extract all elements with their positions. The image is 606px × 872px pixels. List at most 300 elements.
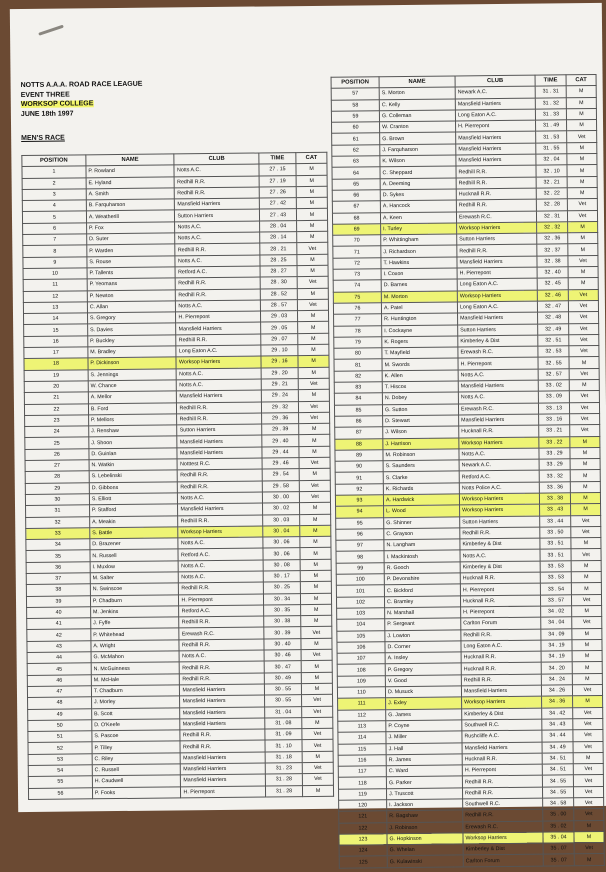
cat-cell: Vet bbox=[567, 131, 597, 143]
name-cell: P. Dickinson bbox=[88, 357, 177, 369]
name-cell: P. Devonshire bbox=[384, 573, 460, 585]
time-cell: 33 . 44 bbox=[540, 515, 571, 527]
name-cell: C. Ward bbox=[386, 765, 462, 777]
cat-cell: Vet bbox=[297, 243, 328, 255]
position-cell: 111 bbox=[338, 698, 386, 710]
cat-cell: M bbox=[570, 447, 600, 459]
club-cell: Worksop Harriers bbox=[462, 696, 542, 708]
cat-cell: M bbox=[568, 267, 598, 279]
position-cell: 15 bbox=[24, 324, 88, 336]
name-cell: J. Truscott bbox=[386, 788, 462, 800]
cat-cell: Vet bbox=[569, 402, 599, 414]
cat-cell: Vet bbox=[302, 706, 333, 718]
race-title: MEN'S RACE bbox=[21, 134, 65, 143]
name-cell: P. Rowland bbox=[86, 165, 175, 177]
club-cell: Redhill R.R. bbox=[179, 582, 264, 594]
position-cell: 60 bbox=[332, 122, 380, 134]
cat-cell: M bbox=[297, 288, 328, 300]
name-cell: G. Kulawinski bbox=[387, 855, 463, 867]
cat-cell: M bbox=[301, 593, 332, 605]
club-cell: Redhill R.R. bbox=[176, 289, 261, 301]
time-cell: 35 . 07 bbox=[543, 843, 574, 855]
position-cell: 85 bbox=[334, 404, 382, 416]
club-cell: Sutton Harriers bbox=[458, 324, 538, 336]
position-cell: 30 bbox=[25, 494, 89, 506]
name-cell: P. Mellors bbox=[88, 414, 177, 426]
position-cell: 92 bbox=[335, 483, 383, 495]
club-cell: Redhill R.R. bbox=[457, 245, 537, 257]
club-cell: Mansfield Harriers bbox=[455, 98, 535, 110]
club-cell: Mansfield Harriers bbox=[177, 390, 262, 402]
position-cell: 104 bbox=[337, 619, 385, 631]
name-cell: W. Chance bbox=[88, 380, 177, 392]
position-cell: 58 bbox=[331, 99, 379, 111]
position-cell: 69 bbox=[333, 224, 381, 236]
club-cell: Redhill R.R. bbox=[177, 402, 262, 414]
position-cell: 36 bbox=[26, 562, 90, 574]
position-cell: 54 bbox=[28, 765, 92, 777]
cat-cell: M bbox=[572, 605, 602, 617]
club-cell: Hucknall R.R. bbox=[462, 753, 542, 765]
position-cell: 51 bbox=[28, 731, 92, 743]
cat-cell: Vet bbox=[302, 728, 333, 740]
cat-cell: M bbox=[567, 187, 597, 199]
position-cell: 50 bbox=[28, 720, 92, 732]
name-cell: A. Hancock bbox=[380, 200, 456, 212]
club-cell: Mansfield Harriers bbox=[456, 132, 536, 144]
position-cell: 80 bbox=[334, 348, 382, 360]
cat-cell: Vet bbox=[301, 627, 332, 639]
cat-cell: M bbox=[303, 785, 334, 797]
club-cell: Mansfield Harriers bbox=[180, 707, 265, 719]
time-cell: 31 . 08 bbox=[265, 717, 302, 729]
event-label: EVENT THREE bbox=[20, 91, 70, 99]
time-cell: 32 . 04 bbox=[536, 154, 567, 166]
club-cell: Mansfield Harriers bbox=[175, 198, 260, 210]
club-cell: Notts A.C. bbox=[178, 492, 263, 504]
time-cell: 30 . 40 bbox=[264, 638, 301, 650]
name-cell: C. Bickford bbox=[384, 584, 460, 596]
col-name: NAME bbox=[379, 76, 455, 88]
position-cell: 45 bbox=[27, 663, 91, 675]
time-cell: 27 . 26 bbox=[259, 187, 296, 199]
position-cell: 82 bbox=[334, 370, 382, 382]
name-cell: D. O'Keefe bbox=[92, 719, 181, 731]
name-cell: B. Scott bbox=[92, 707, 181, 719]
name-cell: R. Gooch bbox=[384, 562, 460, 574]
time-cell: 29 . 10 bbox=[261, 345, 298, 357]
cat-cell: M bbox=[300, 514, 331, 526]
name-cell: M. Salter bbox=[90, 572, 179, 584]
name-cell: D. Stewart bbox=[383, 415, 459, 427]
league-title: NOTTS A.A.A. ROAD RACE LEAGUE bbox=[20, 80, 143, 90]
time-cell: 31 . 32 bbox=[535, 97, 566, 109]
club-cell: Kimberley & Dist bbox=[460, 561, 540, 573]
position-cell: 70 bbox=[333, 235, 381, 247]
club-cell: Mansfield Harriers bbox=[181, 774, 266, 786]
position-cell: 119 bbox=[338, 788, 386, 800]
name-cell: C. Sheppard bbox=[380, 166, 456, 178]
cat-cell: M bbox=[298, 356, 329, 368]
time-cell: 33 . 36 bbox=[539, 481, 570, 493]
time-cell: 33 . 50 bbox=[540, 527, 571, 539]
position-cell: 33 bbox=[26, 528, 90, 540]
club-cell: Mansfield Harriers bbox=[456, 154, 536, 166]
time-cell: 30 . 06 bbox=[263, 548, 300, 560]
time-cell: 30 . 38 bbox=[264, 616, 301, 628]
position-cell: 86 bbox=[335, 416, 383, 428]
club-cell: Mansfield Harriers bbox=[456, 143, 536, 155]
cat-cell: Vet bbox=[574, 797, 604, 809]
time-cell: 34 . 51 bbox=[542, 753, 573, 765]
cat-cell: M bbox=[298, 322, 329, 334]
time-cell: 29 . 16 bbox=[261, 356, 298, 368]
position-cell: 87 bbox=[335, 427, 383, 439]
position-cell: 99 bbox=[336, 562, 384, 574]
club-cell: Notts A.C. bbox=[178, 537, 263, 549]
cat-cell: M bbox=[570, 436, 600, 448]
col-club: CLUB bbox=[455, 75, 535, 87]
cat-cell: M bbox=[566, 86, 596, 98]
name-cell: E. Hyland bbox=[86, 176, 175, 188]
name-cell: G. Parker bbox=[386, 776, 462, 788]
cat-cell: Vet bbox=[569, 391, 599, 403]
club-cell: Mansfield Harriers bbox=[181, 752, 266, 764]
name-cell: B. Farquharson bbox=[86, 199, 175, 211]
club-cell: Retford A.C. bbox=[459, 470, 539, 482]
time-cell: 30 . 35 bbox=[264, 604, 301, 616]
club-cell: Southwell R.C. bbox=[462, 719, 542, 731]
time-cell: 31 . 49 bbox=[536, 120, 567, 132]
name-cell: M. Morton bbox=[381, 291, 457, 303]
name-cell: T. Hiscox bbox=[382, 381, 458, 393]
name-cell: D. Sykes bbox=[380, 189, 456, 201]
name-cell: N. Langham bbox=[384, 539, 460, 551]
position-cell: 105 bbox=[337, 630, 385, 642]
name-cell: N. Watkin bbox=[89, 459, 178, 471]
name-cell: G. McMahon bbox=[91, 651, 180, 663]
name-cell: J. Richardson bbox=[381, 245, 457, 257]
position-cell: 31 bbox=[26, 505, 90, 517]
cat-cell: M bbox=[568, 244, 598, 256]
position-cell: 112 bbox=[338, 709, 386, 721]
cat-cell: M bbox=[298, 333, 329, 345]
name-cell: K. Richards bbox=[383, 483, 459, 495]
position-cell: 116 bbox=[338, 755, 386, 767]
position-cell: 20 bbox=[24, 381, 88, 393]
position-cell: 62 bbox=[332, 145, 380, 157]
club-cell: Hucknall R.R. bbox=[460, 572, 540, 584]
cat-cell: M bbox=[566, 97, 596, 109]
club-cell: Notts A.C. bbox=[180, 650, 265, 662]
time-cell: 32 . 51 bbox=[538, 335, 569, 347]
name-cell: T. Hawkins bbox=[381, 257, 457, 269]
club-cell: Notts A.C. bbox=[174, 164, 259, 176]
club-cell: Redhill R.R. bbox=[461, 629, 541, 641]
position-cell: 19 bbox=[24, 369, 88, 381]
time-cell: 31 . 53 bbox=[536, 131, 567, 143]
position-cell: 9 bbox=[23, 257, 87, 269]
time-cell: 32 . 48 bbox=[538, 312, 569, 324]
time-cell: 33 . 22 bbox=[539, 436, 570, 448]
position-cell: 5 bbox=[22, 211, 86, 223]
position-cell: 28 bbox=[25, 471, 89, 483]
club-cell: H. Pierrepont bbox=[460, 583, 540, 595]
club-cell: Notts A.C. bbox=[458, 369, 538, 381]
position-cell: 109 bbox=[337, 675, 385, 687]
cat-cell: M bbox=[568, 221, 598, 233]
club-cell: Redhill R.R. bbox=[180, 661, 265, 673]
time-cell: 29 . 05 bbox=[261, 322, 298, 334]
time-cell: 29 . 24 bbox=[261, 390, 298, 402]
cat-cell: M bbox=[574, 820, 604, 832]
name-cell: C. Riley bbox=[92, 753, 181, 765]
time-cell: 29 . 07 bbox=[261, 333, 298, 345]
table-row bbox=[28, 785, 333, 799]
time-cell: 35 . 04 bbox=[543, 832, 574, 844]
time-cell: 29 . 40 bbox=[262, 435, 299, 447]
time-cell: 32 . 49 bbox=[538, 323, 569, 335]
club-cell: Redhill R.R. bbox=[178, 469, 263, 481]
name-cell: R. Huntington bbox=[382, 313, 458, 325]
club-cell: Redhill R.R. bbox=[456, 199, 536, 211]
position-cell: 77 bbox=[334, 314, 382, 326]
name-cell: N. Swinscoe bbox=[90, 583, 179, 595]
time-cell: 34 . 55 bbox=[542, 775, 573, 787]
club-cell: Rushcliffe A.C. bbox=[462, 730, 542, 742]
time-cell: 34 . 51 bbox=[542, 764, 573, 776]
name-cell: P. Tilley bbox=[92, 741, 181, 753]
cat-cell: M bbox=[574, 854, 604, 866]
cat-cell: M bbox=[301, 661, 332, 673]
time-cell: 34 . 26 bbox=[541, 685, 572, 697]
cat-cell: M bbox=[301, 638, 332, 650]
name-cell: S. Morton bbox=[379, 87, 455, 99]
name-cell: P. Fox bbox=[86, 222, 175, 234]
club-cell: Mansfield Harriers bbox=[462, 742, 542, 754]
cat-cell: Vet bbox=[573, 707, 603, 719]
time-cell: 31 . 18 bbox=[265, 751, 302, 763]
paper-clip bbox=[38, 25, 64, 36]
club-cell: Mansfield Harriers bbox=[457, 256, 537, 268]
position-cell: 65 bbox=[332, 178, 380, 190]
time-cell: 27 . 42 bbox=[259, 198, 296, 210]
cat-cell: Vet bbox=[574, 843, 604, 855]
cat-cell: Vet bbox=[302, 695, 333, 707]
club-cell: Notts A.C. bbox=[459, 448, 539, 460]
cat-cell: M bbox=[300, 582, 331, 594]
position-cell: 93 bbox=[335, 495, 383, 507]
name-cell: R. Bagshaw bbox=[387, 810, 463, 822]
name-cell: D. Gibbons bbox=[89, 481, 178, 493]
club-cell: Long Eaton A.C. bbox=[455, 109, 535, 121]
name-cell: I. Mackintosh bbox=[384, 550, 460, 562]
club-cell: Redhill R.R. bbox=[176, 334, 261, 346]
name-cell: P. Sergeant bbox=[385, 618, 461, 630]
position-cell: 29 bbox=[25, 482, 89, 494]
name-cell: D. Suter bbox=[87, 233, 176, 245]
cat-cell: M bbox=[296, 164, 327, 176]
cat-cell: Vet bbox=[567, 199, 597, 211]
name-cell: P. Fooks bbox=[92, 786, 181, 798]
position-cell: 106 bbox=[337, 642, 385, 654]
time-cell: 30 . 04 bbox=[263, 525, 300, 537]
position-cell: 49 bbox=[28, 708, 92, 720]
club-cell: Worksop Harriers bbox=[178, 526, 263, 538]
name-cell: A. Patel bbox=[381, 302, 457, 314]
time-cell: 29 . 54 bbox=[262, 469, 299, 481]
name-cell: P. Stafford bbox=[89, 504, 178, 516]
time-cell: 32 . 55 bbox=[538, 357, 569, 369]
club-cell: Retford A.C. bbox=[176, 266, 261, 278]
time-cell: 29 . 58 bbox=[262, 480, 299, 492]
time-cell: 32 . 57 bbox=[538, 369, 569, 381]
cat-cell: M bbox=[302, 717, 333, 729]
club-cell: H. Pierrepont bbox=[457, 267, 537, 279]
position-cell: 59 bbox=[331, 111, 379, 123]
cat-cell: M bbox=[298, 367, 329, 379]
position-cell: 40 bbox=[27, 607, 91, 619]
cat-cell: Vet bbox=[298, 378, 329, 390]
time-cell: 32 . 21 bbox=[536, 176, 567, 188]
name-cell: I. Jackson bbox=[387, 799, 463, 811]
time-cell: 30 . 55 bbox=[264, 684, 301, 696]
time-cell: 33 . 29 bbox=[539, 448, 570, 460]
club-cell: Erewash R.C. bbox=[458, 346, 538, 358]
time-cell: 32 . 47 bbox=[537, 301, 568, 313]
name-cell: N. Dobey bbox=[382, 392, 458, 404]
document-header bbox=[21, 78, 321, 120]
position-cell: 52 bbox=[28, 742, 92, 754]
name-cell: G. Shinner bbox=[384, 517, 460, 529]
cat-cell: M bbox=[300, 548, 331, 560]
time-cell: 33 . 51 bbox=[540, 549, 571, 561]
position-cell: 26 bbox=[25, 449, 89, 461]
club-cell: Mansfield Harriers bbox=[176, 322, 261, 334]
position-cell: 37 bbox=[26, 573, 90, 585]
cat-cell: M bbox=[571, 572, 601, 584]
position-cell: 79 bbox=[334, 337, 382, 349]
time-cell: 30 . 39 bbox=[264, 627, 301, 639]
club-cell: Erewash R.C. bbox=[458, 403, 538, 415]
cat-cell: Vet bbox=[298, 401, 329, 413]
name-cell: N. Marshall bbox=[385, 607, 461, 619]
cat-cell: M bbox=[297, 231, 328, 243]
club-cell: Hucknall R.R. bbox=[456, 188, 536, 200]
club-cell: Kimberley & Dist bbox=[462, 708, 542, 720]
cat-cell: M bbox=[300, 570, 331, 582]
cat-cell: M bbox=[298, 344, 329, 356]
time-cell: 28 . 14 bbox=[260, 232, 297, 244]
position-cell: 98 bbox=[336, 551, 384, 563]
name-cell: G. Whelan bbox=[387, 844, 463, 856]
time-cell: 32 . 37 bbox=[537, 244, 568, 256]
club-cell: Notts A.C. bbox=[175, 232, 260, 244]
name-cell: D. Brazener bbox=[90, 538, 179, 550]
name-cell: J. Morley bbox=[91, 696, 180, 708]
club-cell: Notts Police A.C. bbox=[459, 482, 539, 494]
name-cell: M. Jenkins bbox=[90, 606, 179, 618]
name-cell: L. Wood bbox=[384, 505, 460, 517]
time-cell: 32 . 31 bbox=[536, 210, 567, 222]
table-row bbox=[339, 854, 604, 868]
position-cell: 115 bbox=[338, 743, 386, 755]
club-cell: Mansfield Harriers bbox=[180, 718, 265, 730]
club-cell: Notts A.C. bbox=[458, 391, 538, 403]
time-cell: 30 . 46 bbox=[264, 650, 301, 662]
cat-cell: Vet bbox=[569, 312, 599, 324]
position-cell: 67 bbox=[332, 201, 380, 213]
club-cell: H. Pierrepont bbox=[179, 594, 264, 606]
name-cell: I. Turley bbox=[381, 223, 457, 235]
club-cell: Erewash R.C. bbox=[179, 627, 264, 639]
time-cell: 34 . 20 bbox=[541, 662, 572, 674]
position-cell: 88 bbox=[335, 438, 383, 450]
name-cell: C. Grayson bbox=[384, 528, 460, 540]
time-cell: 31 . 31 bbox=[535, 86, 566, 98]
position-cell: 46 bbox=[27, 674, 91, 686]
name-cell: H. Caudwell bbox=[92, 775, 181, 787]
club-cell: Worksop Harriers bbox=[459, 493, 539, 505]
cat-cell: Vet bbox=[297, 299, 328, 311]
club-cell: Notts A.C. bbox=[175, 255, 260, 267]
cat-cell: Vet bbox=[573, 775, 603, 787]
time-cell: 32 . 40 bbox=[537, 267, 568, 279]
time-cell: 33 . 51 bbox=[540, 538, 571, 550]
name-cell: A. Weatherill bbox=[86, 210, 175, 222]
time-cell: 32 . 46 bbox=[537, 289, 568, 301]
club-cell: Redhill R.R. bbox=[180, 673, 265, 685]
name-cell: S. Clarke bbox=[383, 471, 459, 483]
name-cell: I. Cockayne bbox=[382, 324, 458, 336]
name-cell: A. Mellor bbox=[88, 391, 177, 403]
position-cell: 43 bbox=[27, 641, 91, 653]
club-cell: H. Pierrepont bbox=[456, 120, 536, 132]
time-cell: 33 . 43 bbox=[540, 504, 571, 516]
club-cell: Redhill R.R. bbox=[180, 740, 265, 752]
cat-cell: M bbox=[572, 651, 602, 663]
club-cell: Sutton Harriers bbox=[177, 424, 262, 436]
name-cell: D. Musuck bbox=[385, 686, 461, 698]
cat-cell: M bbox=[300, 502, 331, 514]
club-cell: Worksop Harriers bbox=[459, 437, 539, 449]
club-cell: Redhill R.R. bbox=[456, 165, 536, 177]
club-cell: Mansfield Harriers bbox=[458, 380, 538, 392]
name-cell: A. Keen bbox=[380, 212, 456, 224]
club-cell: Hucknall R.R. bbox=[459, 425, 539, 437]
time-cell: 33 . 53 bbox=[540, 572, 571, 584]
cat-cell: M bbox=[299, 435, 330, 447]
position-cell: 94 bbox=[336, 506, 384, 518]
col-club: CLUB bbox=[174, 153, 259, 165]
cat-cell: M bbox=[567, 176, 597, 188]
position-cell: 91 bbox=[335, 472, 383, 484]
position-cell: 44 bbox=[27, 652, 91, 664]
club-cell: Long Eaton A.C. bbox=[457, 278, 537, 290]
position-cell: 23 bbox=[25, 415, 89, 427]
position-cell: 18 bbox=[24, 358, 88, 370]
name-cell: M. Robinson bbox=[383, 449, 459, 461]
cat-cell: M bbox=[569, 379, 599, 391]
club-cell: Sutton Harriers bbox=[460, 516, 540, 528]
cat-cell: M bbox=[574, 831, 604, 843]
cat-cell: M bbox=[297, 265, 328, 277]
position-cell: 78 bbox=[334, 325, 382, 337]
club-cell: Long Eaton A.C. bbox=[457, 301, 537, 313]
cat-cell: M bbox=[302, 751, 333, 763]
cat-cell: M bbox=[568, 278, 598, 290]
club-cell: Worksop Harriers bbox=[463, 832, 543, 844]
